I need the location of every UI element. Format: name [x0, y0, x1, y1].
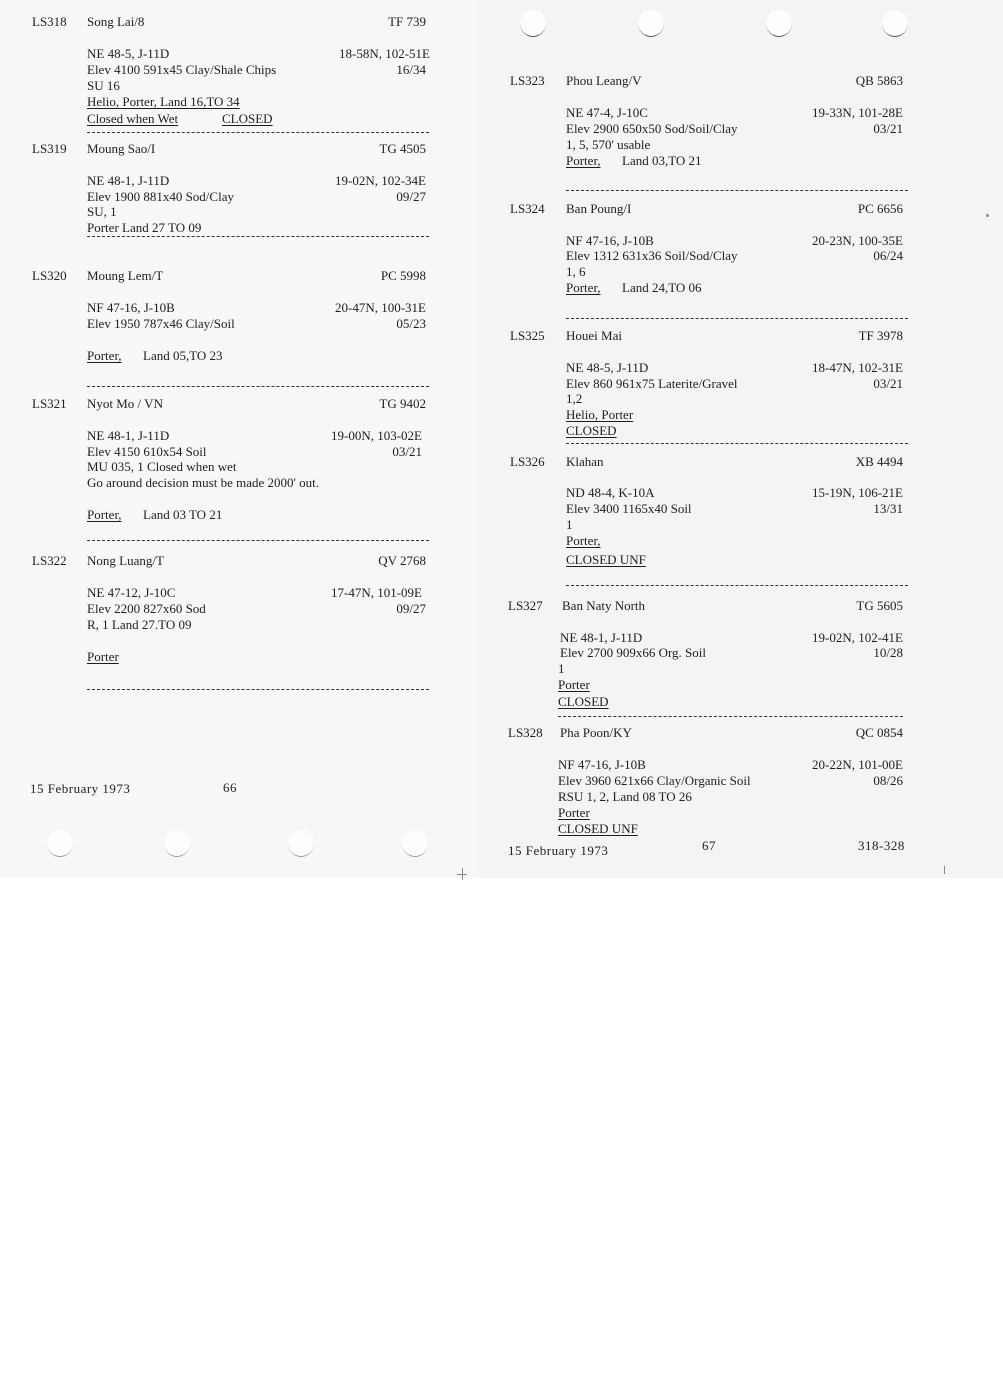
entry-coords: 19-33N, 101-28E: [812, 105, 903, 120]
entry-grid: QB 5863: [855, 73, 903, 88]
entry-elev: Elev 1900 881x40 Sod/Clay: [87, 189, 234, 204]
entry-id: LS326: [510, 454, 545, 469]
entry-line4a: Porter,: [87, 348, 122, 363]
entry-elev: Elev 4150 610x54 Soil: [87, 444, 207, 459]
entry-chart: NE 48-1, J-11D: [560, 630, 643, 645]
entry-grid: QV 2768: [378, 553, 426, 568]
entry-line5a: Closed when Wet: [87, 111, 179, 126]
footer-page-number: 66: [223, 780, 237, 795]
binder-hole-icon: [882, 10, 908, 37]
entry-line3: 1, 6: [566, 264, 586, 279]
entry-line4a: Porter,: [566, 153, 601, 168]
entry-id: LS318: [32, 14, 67, 29]
entry-elev: Elev 860 961x75 Laterite/Gravel: [566, 376, 738, 391]
entry-runway: 06/24: [873, 248, 903, 263]
entry-id: LS324: [510, 201, 545, 216]
entry-status: CLOSED UNF: [566, 552, 646, 567]
entry-line4: Porter,: [566, 533, 601, 548]
binder-hole-icon: [47, 830, 73, 857]
entry-elev: Elev 4100 591x45 Clay/Shale Chips: [87, 62, 277, 77]
entry-line3: 1: [558, 661, 565, 676]
entry-runway: 10/28: [873, 645, 903, 660]
entry-grid: TG 5605: [856, 598, 903, 613]
entry-elev: Elev 3960 621x66 Clay/Organic Soil: [558, 773, 751, 788]
entry-coords: 17-47N, 101-09E: [331, 585, 422, 600]
entry-id: LS323: [510, 73, 545, 88]
binder-hole-icon: [520, 10, 546, 37]
entry-chart: NE 48-1, J-11D: [87, 173, 170, 188]
entry-grid: QC 0854: [855, 725, 903, 740]
entry-runway: 16/34: [396, 62, 426, 77]
entry-separator: [566, 190, 908, 191]
entry-elev: Elev 2700 909x66 Org. Soil: [560, 645, 707, 660]
entry-coords: 18-58N, 102-51E: [339, 46, 430, 61]
entry-line4: Porter: [558, 677, 590, 692]
entry-chart: ND 48-4, K-10A: [566, 485, 655, 500]
footer-date: 15 February 1973: [508, 843, 609, 858]
entry-line4: Helio, Porter, Land 16,TO 34: [87, 94, 240, 109]
entry-name: Ban Poung/I: [566, 201, 632, 216]
entry-separator: [87, 540, 429, 541]
entry-grid: TG 4505: [379, 141, 426, 156]
entry-name: Ban Naty North: [562, 598, 646, 613]
entry-coords: 20-22N, 101-00E: [812, 757, 903, 772]
entry-line3: 1: [566, 517, 573, 532]
entry-id: LS327: [508, 598, 543, 613]
entry-line4b: Land 24,TO 06: [622, 280, 702, 295]
footer-entry-range: 318-328: [858, 838, 905, 853]
entry-elev: Elev 1312 631x36 Soil/Sod/Clay: [566, 248, 738, 263]
entry-line4b: Land 05,TO 23: [143, 348, 223, 363]
entry-separator: [566, 443, 908, 444]
entry-line3: MU 035, 1 Closed when wet: [87, 459, 237, 474]
entry-separator: [566, 318, 908, 319]
entry-runway: 03/21: [873, 376, 903, 391]
binder-hole-icon: [766, 10, 792, 37]
entry-line3: SU 16: [87, 78, 120, 93]
entry-chart: NE 48-1, J-11D: [87, 428, 170, 443]
entry-line4: Porter: [558, 805, 590, 820]
entry-coords: 20-47N, 100-31E: [335, 300, 426, 315]
entry-name: Klahan: [566, 454, 604, 469]
entry-runway: 13/31: [873, 501, 903, 516]
entry-chart: NE 47-12, J-10C: [87, 585, 176, 600]
entry-status: CLOSED: [566, 423, 617, 438]
entry-separator: [558, 716, 903, 717]
margin-mark: [944, 866, 945, 874]
entry-runway: 09/27: [396, 601, 426, 616]
entry-elev: Elev 1950 787x46 Clay/Soil: [87, 316, 235, 331]
entry-line3: R, 1 Land 27.TO 09: [87, 617, 192, 632]
entry-status: CLOSED UNF: [558, 821, 638, 836]
entry-line4: Helio, Porter: [566, 407, 634, 422]
entry-grid: TF 739: [388, 14, 426, 29]
entry-elev: Elev 2200 827x60 Sod: [87, 601, 206, 616]
entry-chart: NF 47-16, J-10B: [87, 300, 175, 315]
binder-hole-icon: [164, 830, 190, 857]
entry-line3: 1, 5, 570' usable: [566, 137, 651, 152]
binder-hole-icon: [402, 830, 428, 857]
entry-chart: NF 47-16, J-10B: [558, 757, 646, 772]
entry-status: CLOSED: [558, 694, 609, 709]
entry-coords: 20-23N, 100-35E: [812, 233, 903, 248]
entry-grid: XB 4494: [855, 454, 903, 469]
entry-line4: Go around decision must be made 2000' out.: [87, 475, 319, 490]
binder-hole-icon: [638, 10, 664, 37]
entry-id: LS328: [508, 725, 543, 740]
entry-line4: Porter Land 27 TO 09: [87, 220, 202, 235]
entry-coords: 19-02N, 102-34E: [335, 173, 426, 188]
entry-name: Nong Luang/T: [87, 553, 164, 568]
entry-chart: NE 48-5, J-11D: [87, 46, 170, 61]
entry-runway: 08/26: [873, 773, 903, 788]
entry-line5b: Land 03 TO 21: [143, 507, 223, 522]
entry-chart: NF 47-16, J-10B: [566, 233, 654, 248]
footer-date: 15 February 1973: [30, 781, 131, 796]
entry-grid: TF 3978: [858, 328, 903, 343]
entry-name: Phou Leang/V: [566, 73, 642, 88]
entry-id: LS322: [32, 553, 67, 568]
entry-runway: 03/21: [392, 444, 422, 459]
entry-name: Song Lai/8: [87, 14, 145, 29]
left-page: [0, 0, 478, 878]
entry-name: Moung Lem/T: [87, 268, 164, 283]
entry-separator: [87, 236, 429, 237]
entry-id: LS320: [32, 268, 67, 283]
binder-hole-icon: [288, 830, 314, 857]
entry-id: LS321: [32, 396, 67, 411]
entry-line5a: Porter,: [87, 507, 122, 522]
entry-line4a: Porter,: [566, 280, 601, 295]
entry-grid: PC 5998: [380, 268, 426, 283]
entry-chart: NE 48-5, J-11D: [566, 360, 649, 375]
entry-line4b: Land 03,TO 21: [622, 153, 702, 168]
entry-coords: 15-19N, 106-21E: [812, 485, 903, 500]
entry-elev: Elev 2900 650x50 Sod/Soil/Clay: [566, 121, 738, 136]
entry-name: Nyot Mo / VN: [87, 396, 163, 411]
entry-separator: [87, 386, 429, 387]
entry-name: Houei Mai: [566, 328, 622, 343]
entry-coords: 19-00N, 103-02E: [331, 428, 422, 443]
entry-chart: NE 47-4, J-10C: [566, 105, 648, 120]
entry-coords: 19-02N, 102-41E: [812, 630, 903, 645]
entry-line3: SU, 1: [87, 204, 117, 219]
margin-mark: [986, 214, 989, 217]
entry-name: Moung Sao/I: [87, 141, 156, 156]
entry-id: LS319: [32, 141, 67, 156]
entry-separator: [87, 132, 429, 133]
entry-name: Pha Poon/KY: [560, 725, 632, 740]
footer-page-number: 67: [702, 838, 716, 853]
entry-runway: 05/23: [396, 316, 426, 331]
margin-mark: [462, 868, 463, 880]
entry-elev: Elev 3400 1165x40 Soil: [566, 501, 692, 516]
entry-line4: Porter: [87, 649, 119, 664]
entry-separator: [87, 689, 429, 690]
entry-runway: 09/27: [396, 189, 426, 204]
entry-line3: 1,2: [566, 391, 583, 406]
entry-id: LS325: [510, 328, 545, 343]
entry-coords: 18-47N, 102-31E: [812, 360, 903, 375]
entry-grid: TG 9402: [379, 396, 426, 411]
entry-separator: [566, 585, 908, 586]
entry-status: CLOSED: [222, 111, 273, 126]
entry-runway: 03/21: [873, 121, 903, 136]
entry-grid: PC 6656: [857, 201, 903, 216]
entry-line3: RSU 1, 2, Land 08 TO 26: [558, 789, 692, 804]
right-page: [478, 0, 1003, 878]
